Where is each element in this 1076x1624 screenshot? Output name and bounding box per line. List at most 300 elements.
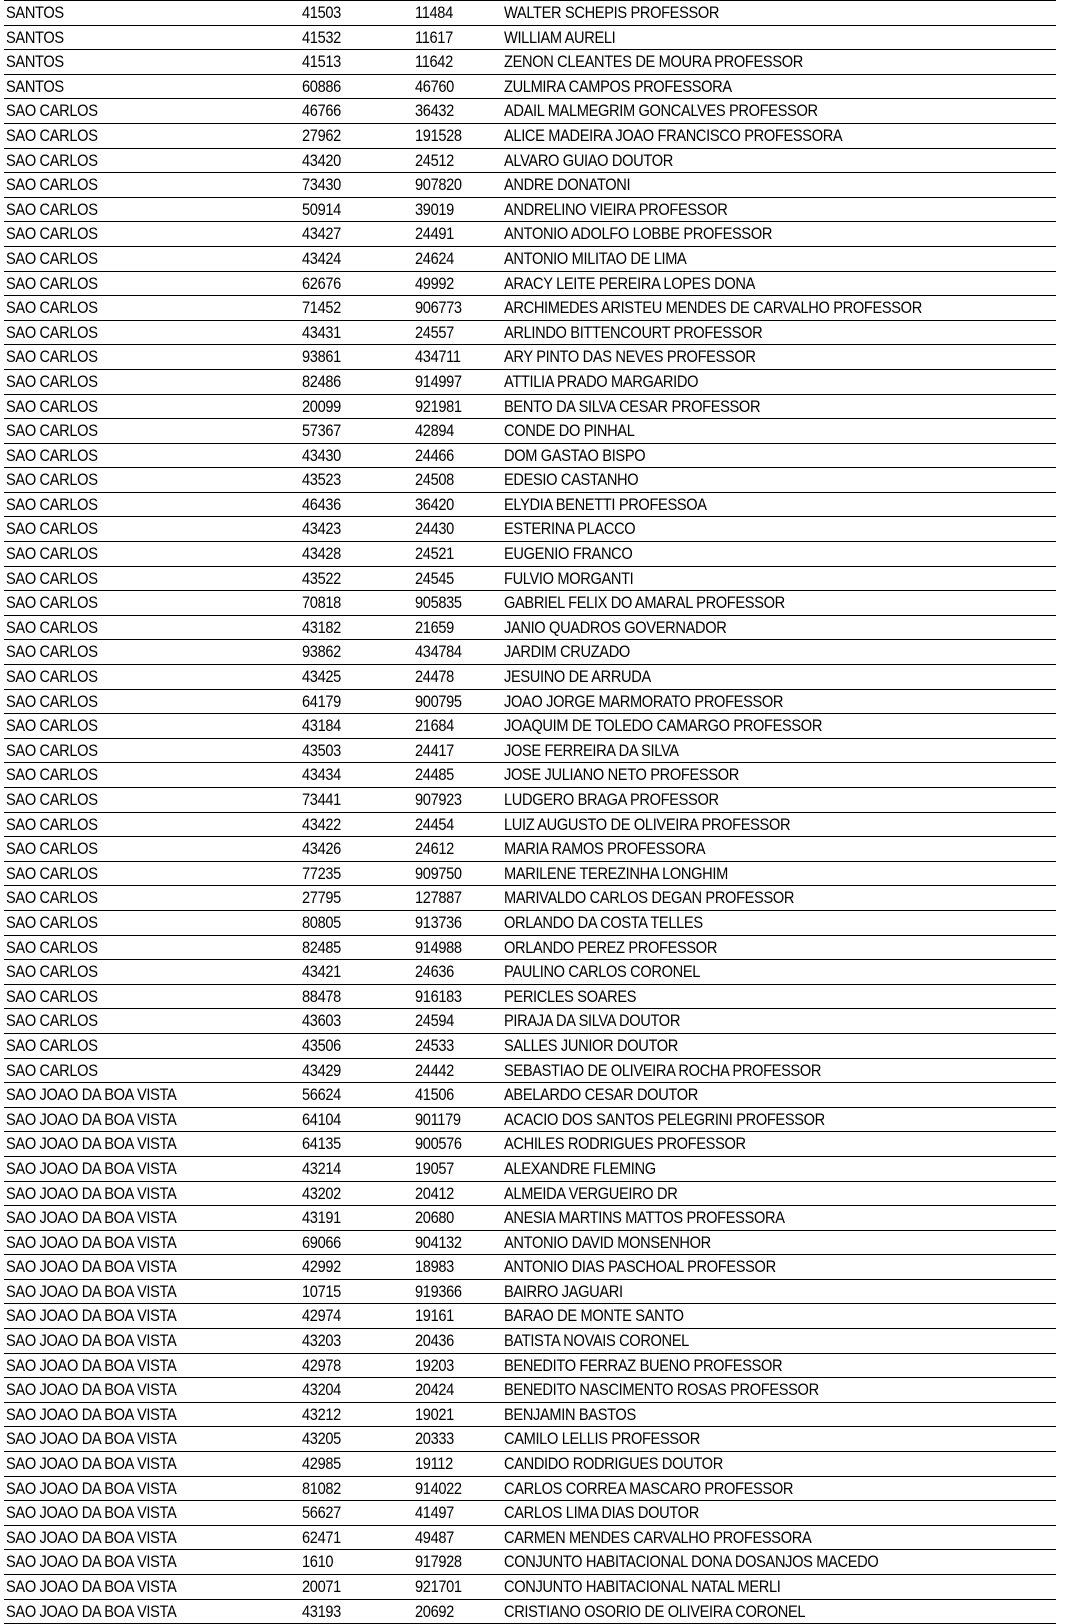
table-row (4, 443, 1056, 468)
city-cell-text: SAO CARLOS (6, 224, 98, 244)
city-cell-text: SAO CARLOS (6, 273, 98, 293)
city-cell-text: SAO CARLOS (6, 150, 98, 170)
code-cell (300, 1304, 413, 1329)
school-name-cell (502, 50, 1056, 75)
school-name-cell-text: BENJAMIN BASTOS (504, 1404, 636, 1424)
city-cell-text: SAO CARLOS (6, 790, 98, 809)
school-name-cell (502, 1476, 1056, 1501)
school-name-cell-text: PIRAJA DA SILVA DOUTOR (504, 1011, 681, 1031)
code-cell-text: 43191 (302, 1208, 341, 1228)
school-name-cell-text: ANTONIO DAVID MONSENHOR (504, 1232, 711, 1252)
city-cell-text: SAO CARLOS (6, 740, 98, 760)
table-row (4, 296, 1056, 321)
city-cell-text: SAO CARLOS (6, 371, 98, 391)
table-row (4, 542, 1056, 567)
id-cell (413, 345, 502, 370)
code-cell (300, 738, 413, 763)
city-cell-text: SAO CARLOS (6, 544, 98, 564)
id-cell-text: 19203 (415, 1355, 454, 1375)
city-cell-text: SAO CARLOS (6, 494, 98, 514)
id-cell-text: 24594 (415, 1011, 454, 1031)
city-cell-text: SAO JOAO DA BOA VISTA (6, 1503, 177, 1523)
code-cell (300, 812, 413, 837)
code-cell-text: 43204 (302, 1380, 341, 1400)
id-cell-text: 24417 (415, 740, 454, 760)
school-name-cell-text: ZENON CLEANTES DE MOURA PROFESSOR (504, 52, 803, 72)
city-cell (4, 960, 300, 985)
code-cell-text: 42974 (302, 1306, 341, 1326)
city-cell (4, 1304, 300, 1329)
id-cell (413, 320, 502, 345)
city-cell (4, 1033, 300, 1058)
city-cell-text: SAO CARLOS (6, 814, 98, 834)
city-cell-text: SAO CARLOS (6, 445, 98, 465)
id-cell (413, 246, 502, 271)
code-cell (300, 1156, 413, 1181)
table-row (4, 812, 1056, 837)
city-cell (4, 984, 300, 1009)
code-cell (300, 591, 413, 616)
id-cell-text: 49487 (415, 1527, 454, 1547)
code-cell-text: 82485 (302, 937, 341, 957)
city-cell (4, 738, 300, 763)
code-cell-text: 71452 (302, 298, 341, 318)
code-cell (300, 689, 413, 714)
id-cell-text: 19021 (415, 1404, 454, 1424)
table-row (4, 517, 1056, 542)
code-cell-text: 46766 (302, 101, 341, 121)
school-name-cell (502, 1304, 1056, 1329)
code-cell (300, 763, 413, 788)
school-name-cell (502, 1206, 1056, 1231)
code-cell-text: 43193 (302, 1601, 341, 1621)
code-cell-text: 43423 (302, 519, 341, 539)
school-name-cell-text: JANIO QUADROS GOVERNADOR (504, 617, 727, 637)
id-cell (413, 1525, 502, 1550)
school-name-cell (502, 99, 1056, 124)
school-name-cell (502, 1402, 1056, 1427)
code-cell (300, 492, 413, 517)
table-row (4, 1255, 1056, 1280)
school-name-cell-text: WALTER SCHEPIS PROFESSOR (504, 3, 720, 22)
id-cell (413, 689, 502, 714)
table-row (4, 1304, 1056, 1329)
id-cell (413, 443, 502, 468)
table-row (4, 640, 1056, 665)
id-cell (413, 1452, 502, 1477)
city-cell-text: SAO JOAO DA BOA VISTA (6, 1331, 177, 1351)
id-cell (413, 1550, 502, 1575)
school-name-cell (502, 394, 1056, 419)
city-cell (4, 665, 300, 690)
city-cell (4, 566, 300, 591)
id-cell (413, 960, 502, 985)
id-cell-text: 24612 (415, 839, 454, 859)
code-cell-text: 43428 (302, 544, 341, 564)
id-cell (413, 1181, 502, 1206)
city-cell (4, 935, 300, 960)
school-name-cell-text: LUIZ AUGUSTO DE OLIVEIRA PROFESSOR (504, 814, 791, 834)
school-name-cell (502, 148, 1056, 173)
table-row (4, 1279, 1056, 1304)
table-row (4, 148, 1056, 173)
id-cell (413, 517, 502, 542)
city-cell-text: SAO JOAO DA BOA VISTA (6, 1380, 177, 1400)
school-name-cell (502, 1550, 1056, 1575)
id-cell-text: 906773 (415, 298, 462, 318)
code-cell-text: 43522 (302, 568, 341, 588)
school-name-cell-text: GABRIEL FELIX DO AMARAL PROFESSOR (504, 593, 785, 613)
city-cell-text: SAO CARLOS (6, 691, 98, 711)
id-cell (413, 394, 502, 419)
id-cell (413, 1206, 502, 1231)
city-cell (4, 222, 300, 247)
id-cell (413, 74, 502, 99)
school-name-cell-text: LUDGERO BRAGA PROFESSOR (504, 790, 719, 809)
table-row (4, 99, 1056, 124)
code-cell (300, 197, 413, 222)
code-cell-text: 43422 (302, 814, 341, 834)
city-cell-text: SAO JOAO DA BOA VISTA (6, 1257, 177, 1277)
school-name-cell (502, 714, 1056, 739)
code-cell (300, 714, 413, 739)
city-cell-text: SAO JOAO DA BOA VISTA (6, 1306, 177, 1326)
school-name-cell (502, 1525, 1056, 1550)
code-cell-text: 41513 (302, 52, 341, 72)
table-row (4, 566, 1056, 591)
code-cell-text: 46436 (302, 494, 341, 514)
code-cell (300, 443, 413, 468)
id-cell (413, 173, 502, 198)
city-cell (4, 271, 300, 296)
city-cell-text: SAO CARLOS (6, 322, 98, 342)
school-name-cell-text: CONJUNTO HABITACIONAL DONA DOSANJOS MACEDO (504, 1552, 879, 1572)
id-cell-text: 24521 (415, 544, 454, 564)
school-name-cell (502, 345, 1056, 370)
id-cell (413, 910, 502, 935)
school-name-cell (502, 886, 1056, 911)
city-cell (4, 910, 300, 935)
table-row (4, 1181, 1056, 1206)
id-cell-text: 42894 (415, 421, 454, 441)
table-row (4, 1, 1056, 26)
id-cell (413, 1033, 502, 1058)
city-cell-text: SAO CARLOS (6, 1011, 98, 1031)
table-row (4, 394, 1056, 419)
id-cell (413, 197, 502, 222)
city-cell-text: SAO CARLOS (6, 986, 98, 1006)
code-cell-text: 43427 (302, 224, 341, 244)
city-cell (4, 640, 300, 665)
city-cell-text: SANTOS (6, 3, 64, 22)
id-cell (413, 296, 502, 321)
city-cell (4, 443, 300, 468)
school-name-cell (502, 222, 1056, 247)
id-cell-text: 19057 (415, 1158, 454, 1178)
id-cell-text: 24491 (415, 224, 454, 244)
school-name-cell-text: BENTO DA SILVA CESAR PROFESSOR (504, 396, 761, 416)
id-cell-text: 46760 (415, 76, 454, 96)
code-cell-text: 10715 (302, 1281, 341, 1301)
id-cell (413, 222, 502, 247)
table-row (4, 1452, 1056, 1477)
code-cell (300, 123, 413, 148)
id-cell-text: 36420 (415, 494, 454, 514)
school-name-cell (502, 1501, 1056, 1526)
id-cell (413, 369, 502, 394)
school-name-cell (502, 1279, 1056, 1304)
id-cell (413, 542, 502, 567)
city-cell-text: SAO JOAO DA BOA VISTA (6, 1232, 177, 1252)
code-cell (300, 25, 413, 50)
code-cell-text: 43506 (302, 1035, 341, 1055)
city-cell-text: SAO JOAO DA BOA VISTA (6, 1577, 177, 1596)
id-cell-text: 907820 (415, 175, 462, 195)
school-name-cell-text: SEBASTIAO DE OLIVEIRA ROCHA PROFESSOR (504, 1060, 822, 1080)
city-cell (4, 246, 300, 271)
city-cell (4, 173, 300, 198)
code-cell-text: 57367 (302, 421, 341, 441)
school-name-cell (502, 1033, 1056, 1058)
school-name-cell (502, 1009, 1056, 1034)
code-cell (300, 50, 413, 75)
city-cell (4, 837, 300, 862)
school-name-cell (502, 271, 1056, 296)
school-name-cell-text: MARIA RAMOS PROFESSORA (504, 839, 706, 859)
id-cell (413, 837, 502, 862)
id-cell (413, 1427, 502, 1452)
id-cell (413, 1058, 502, 1083)
city-cell-text: SAO JOAO DA BOA VISTA (6, 1208, 177, 1228)
id-cell-text: 41506 (415, 1085, 454, 1105)
school-name-cell-text: CRISTIANO OSORIO DE OLIVEIRA CORONEL (504, 1601, 806, 1621)
school-name-cell-text: ALICE MADEIRA JOAO FRANCISCO PROFESSORA (504, 125, 843, 145)
school-name-cell-text: ARLINDO BITTENCOURT PROFESSOR (504, 322, 763, 342)
id-cell-text: 18983 (415, 1257, 454, 1277)
id-cell (413, 1476, 502, 1501)
city-cell-text: SAO CARLOS (6, 667, 98, 687)
code-cell (300, 517, 413, 542)
id-cell-text: 24512 (415, 150, 454, 170)
table-row (4, 1378, 1056, 1403)
id-cell (413, 1083, 502, 1108)
school-name-cell-text: MARILENE TEREZINHA LONGHIM (504, 863, 728, 883)
code-cell-text: 43523 (302, 470, 341, 490)
school-name-cell (502, 738, 1056, 763)
school-name-cell (502, 1083, 1056, 1108)
id-cell-text: 11642 (415, 52, 453, 72)
id-cell-text: 900795 (415, 691, 462, 711)
code-cell (300, 148, 413, 173)
school-name-cell (502, 1132, 1056, 1157)
city-cell-text: SAO CARLOS (6, 937, 98, 957)
school-name-cell (502, 1230, 1056, 1255)
table-row (4, 910, 1056, 935)
code-cell-text: 42978 (302, 1355, 341, 1375)
table-row (4, 1501, 1056, 1526)
id-cell-text: 24624 (415, 248, 454, 268)
city-cell-text: SAO JOAO DA BOA VISTA (6, 1183, 177, 1203)
id-cell (413, 1599, 502, 1624)
code-cell-text: 73441 (302, 790, 341, 809)
school-name-cell (502, 1181, 1056, 1206)
school-name-cell (502, 1, 1056, 26)
city-cell-text: SAO JOAO DA BOA VISTA (6, 1109, 177, 1129)
code-cell (300, 1, 413, 26)
school-name-cell (502, 517, 1056, 542)
id-cell-text: 20412 (415, 1183, 454, 1203)
city-cell-text: SAO CARLOS (6, 568, 98, 588)
table-row (4, 591, 1056, 616)
school-listing-table (4, 0, 1056, 1624)
id-cell (413, 1, 502, 26)
school-name-cell-text: WILLIAM AURELI (504, 27, 616, 47)
code-cell (300, 320, 413, 345)
id-cell (413, 419, 502, 444)
city-cell (4, 1156, 300, 1181)
table-row (4, 1107, 1056, 1132)
code-cell-text: 42992 (302, 1257, 341, 1277)
city-cell (4, 788, 300, 813)
id-cell-text: 921701 (415, 1577, 462, 1596)
city-cell (4, 1230, 300, 1255)
code-cell (300, 173, 413, 198)
school-name-cell-text: ANDRELINO VIEIRA PROFESSOR (504, 199, 728, 219)
code-cell-text: 56624 (302, 1085, 341, 1105)
city-cell (4, 1083, 300, 1108)
city-cell (4, 197, 300, 222)
city-cell (4, 861, 300, 886)
id-cell-text: 24557 (415, 322, 454, 342)
school-name-cell-text: DOM GASTAO BISPO (504, 445, 646, 465)
code-cell-text: 43205 (302, 1429, 341, 1449)
city-cell (4, 394, 300, 419)
id-cell (413, 1156, 502, 1181)
id-cell-text: 907923 (415, 790, 462, 809)
school-name-cell-text: ELYDIA BENETTI PROFESSOA (504, 494, 707, 514)
city-cell-text: SAO CARLOS (6, 863, 98, 883)
table-row (4, 50, 1056, 75)
table-row (4, 173, 1056, 198)
code-cell-text: 73430 (302, 175, 341, 195)
school-name-cell-text: ANESIA MARTINS MATTOS PROFESSORA (504, 1208, 785, 1228)
table-row (4, 1476, 1056, 1501)
city-cell-text: SAO JOAO DA BOA VISTA (6, 1404, 177, 1424)
city-cell (4, 1427, 300, 1452)
code-cell (300, 1033, 413, 1058)
code-cell-text: 60886 (302, 76, 341, 96)
city-cell-text: SAO JOAO DA BOA VISTA (6, 1134, 177, 1154)
school-name-cell-text: JOSE JULIANO NETO PROFESSOR (504, 765, 739, 785)
code-cell-text: 43212 (302, 1404, 341, 1424)
table-row (4, 1402, 1056, 1427)
code-cell-text: 43184 (302, 716, 341, 736)
code-cell (300, 615, 413, 640)
id-cell-text: 11484 (415, 3, 453, 22)
code-cell (300, 1058, 413, 1083)
school-name-cell-text: SALLES JUNIOR DOUTOR (504, 1035, 679, 1055)
school-name-cell (502, 1378, 1056, 1403)
city-cell (4, 689, 300, 714)
table-row (4, 345, 1056, 370)
id-cell-text: 39019 (415, 199, 454, 219)
code-cell (300, 1329, 413, 1354)
city-cell (4, 419, 300, 444)
school-name-cell (502, 1156, 1056, 1181)
code-cell-text: 88478 (302, 986, 341, 1006)
school-name-cell-text: ALEXANDRE FLEMING (504, 1158, 656, 1178)
code-cell (300, 1550, 413, 1575)
id-cell-text: 24508 (415, 470, 454, 490)
id-cell (413, 1353, 502, 1378)
id-cell (413, 1329, 502, 1354)
code-cell (300, 1575, 413, 1600)
table-row (4, 837, 1056, 862)
city-cell-text: SAO CARLOS (6, 347, 98, 367)
city-cell (4, 615, 300, 640)
id-cell (413, 861, 502, 886)
city-cell-text: SAO CARLOS (6, 101, 98, 121)
school-name-cell-text: BAIRRO JAGUARI (504, 1281, 623, 1301)
city-cell-text: SAO CARLOS (6, 421, 98, 441)
table-row (4, 1083, 1056, 1108)
school-name-cell (502, 1599, 1056, 1624)
code-cell-text: 43420 (302, 150, 341, 170)
id-cell-text: 19112 (415, 1454, 453, 1474)
table-row (4, 1206, 1056, 1231)
city-cell (4, 812, 300, 837)
school-name-cell-text: BENEDITO FERRAZ BUENO PROFESSOR (504, 1355, 783, 1375)
code-cell (300, 296, 413, 321)
code-cell (300, 369, 413, 394)
city-cell (4, 369, 300, 394)
city-cell (4, 1378, 300, 1403)
school-name-cell-text: ZULMIRA CAMPOS PROFESSORA (504, 76, 732, 96)
code-cell (300, 640, 413, 665)
school-name-cell-text: FULVIO MORGANTI (504, 568, 634, 588)
city-cell-text: SAO CARLOS (6, 298, 98, 318)
id-cell (413, 935, 502, 960)
city-cell-text: SAO CARLOS (6, 593, 98, 613)
id-cell-text: 914988 (415, 937, 462, 957)
code-cell (300, 1525, 413, 1550)
city-cell (4, 763, 300, 788)
code-cell-text: 43182 (302, 617, 341, 637)
table-row (4, 1575, 1056, 1600)
id-cell (413, 1304, 502, 1329)
id-cell (413, 984, 502, 1009)
code-cell-text: 1610 (302, 1552, 334, 1572)
school-name-cell (502, 960, 1056, 985)
code-cell (300, 1402, 413, 1427)
id-cell (413, 763, 502, 788)
code-cell (300, 960, 413, 985)
school-name-cell (502, 320, 1056, 345)
table-row (4, 1427, 1056, 1452)
school-name-cell-text: JOAQUIM DE TOLEDO CAMARGO PROFESSOR (504, 716, 823, 736)
id-cell (413, 591, 502, 616)
city-cell (4, 1402, 300, 1427)
school-name-cell-text: ACACIO DOS SANTOS PELEGRINI PROFESSOR (504, 1109, 825, 1129)
table-row (4, 1009, 1056, 1034)
table-row (4, 738, 1056, 763)
city-cell (4, 1206, 300, 1231)
school-name-cell-text: MARIVALDO CARLOS DEGAN PROFESSOR (504, 888, 795, 908)
school-name-cell (502, 591, 1056, 616)
code-cell-text: 93861 (302, 347, 341, 367)
school-name-cell (502, 935, 1056, 960)
city-cell (4, 296, 300, 321)
